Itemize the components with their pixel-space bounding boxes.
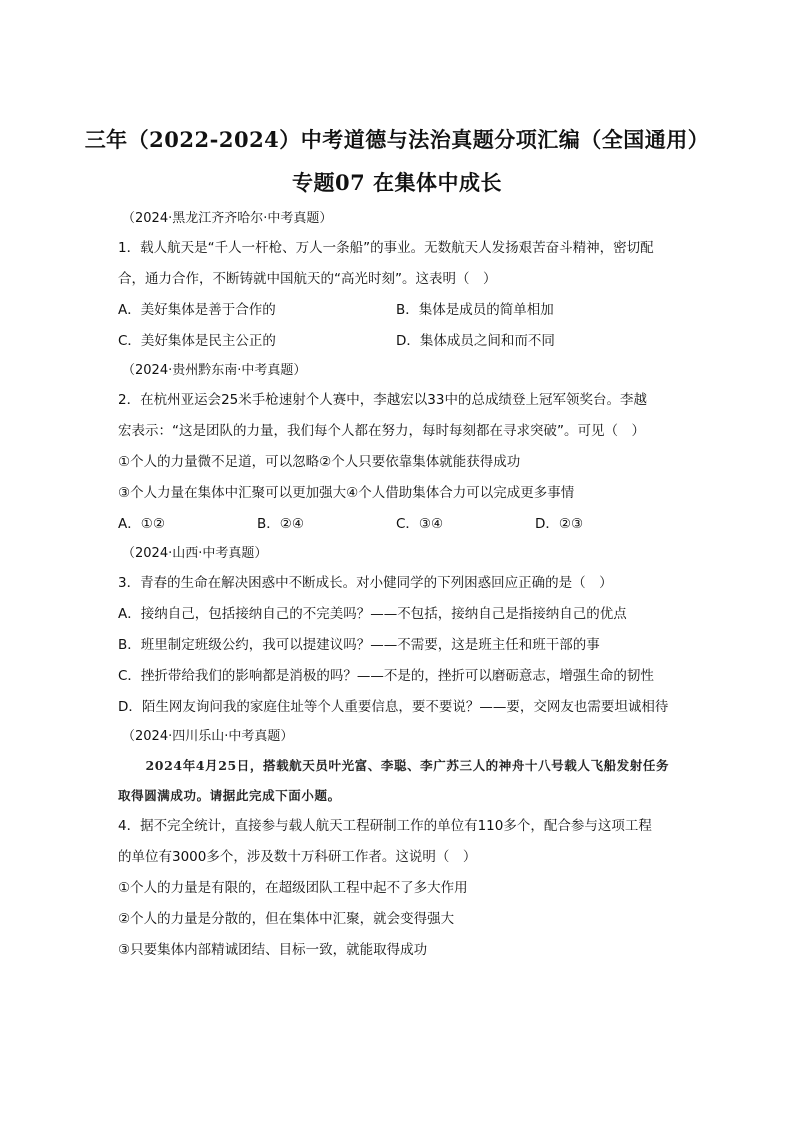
question-stem: 宏表示：“这是团队的力量，我们每个人都在努力，每时每刻都在寻求突破”。可见（ ）: [118, 423, 645, 439]
option-d: D．陌生网友询问我的家庭住址等个人重要信息，要不要说？——要，交网友也需要坦诚相待: [118, 699, 669, 715]
question-list: [118, 205, 680, 966]
option-row: [118, 509, 680, 540]
question-stem: 4．据不完全统计，直接参与载人航天工程研制工作的单位有110多个，配合参与这项工程: [118, 818, 652, 834]
statement-line: ③只要集体内部精诚团结、目标一致，就能取得成功: [118, 942, 428, 958]
question-stem: 的单位有3000多个，涉及数十万科研工作者。这说明（ ）: [118, 849, 477, 865]
question-source: （2024·四川乐山·中考真题）: [122, 729, 294, 744]
option-row: [118, 295, 680, 326]
question-stem: 3．青春的生命在解决困惑中不断成长。对小健同学的下列困惑回应正确的是（ ）: [118, 575, 613, 591]
question-source: （2024·贵州黔东南·中考真题）: [122, 363, 307, 378]
question-source: （2024·山西·中考真题）: [122, 546, 268, 561]
question-stem: 2．在杭州亚运会25米手枪速射个人赛中，李越宏以33中的总成绩登上冠军领奖台。李越: [118, 392, 647, 408]
document-title: 三年（2022-2024）中考道德与法治真题分项汇编（全国通用）: [84, 127, 710, 152]
option-b: B．班里制定班级公约，我可以提建议吗？——不需要，这是班主任和班干部的事: [118, 637, 600, 653]
option-a: A．接纳自己，包括接纳自己的不完美吗？——不包括，接纳自己是指接纳自己的优点: [118, 606, 627, 622]
question-source: （2024·黑龙江齐齐哈尔·中考真题）: [122, 211, 333, 226]
question-stem: 合，通力合作，不断铸就中国航天的“高光时刻”。这表明（ ）: [118, 271, 497, 287]
option-b: B．②④: [257, 516, 304, 532]
statement-line: ①个人的力量微不足道，可以忽略②个人只要依靠集体就能获得成功: [118, 454, 521, 470]
statement-line: ③个人力量在集体中汇聚可以更加强大④个人借助集体合力可以完成更多事情: [118, 485, 575, 501]
option-row: [118, 326, 680, 357]
option-d: D．集体成员之间和而不同: [396, 333, 555, 349]
option-a: A．美好集体是善于合作的: [118, 302, 276, 318]
option-c: C．美好集体是民主公正的: [118, 333, 276, 349]
option-d: D．②③: [535, 516, 584, 532]
reading-passage: 2024年4月25日，搭载航天员叶光富、李聪、李广苏三人的神舟十八号载人飞船发射任务取得圆满成功。请据此完成下面小题。: [118, 758, 670, 803]
question-stem: 1．载人航天是“千人一杆枪、万人一条船”的事业。无数航天人发扬艰苦奋斗精神，密切配: [118, 240, 654, 256]
statement-line: ①个人的力量是有限的，在超级团队工程中起不了多大作用: [118, 880, 468, 896]
statement-line: ②个人的力量是分散的，但在集体中汇聚，就会变得强大: [118, 911, 455, 927]
option-c: C．③④: [396, 516, 444, 532]
option-a: A．①②: [118, 516, 165, 532]
option-c: C．挫折带给我们的影响都是消极的吗？——不是的，挫折可以磨砺意志，增强生命的韧性: [118, 668, 654, 684]
option-b: B．集体是成员的简单相加: [396, 302, 554, 318]
document-subtitle: 专题07 在集体中成长: [291, 170, 503, 195]
